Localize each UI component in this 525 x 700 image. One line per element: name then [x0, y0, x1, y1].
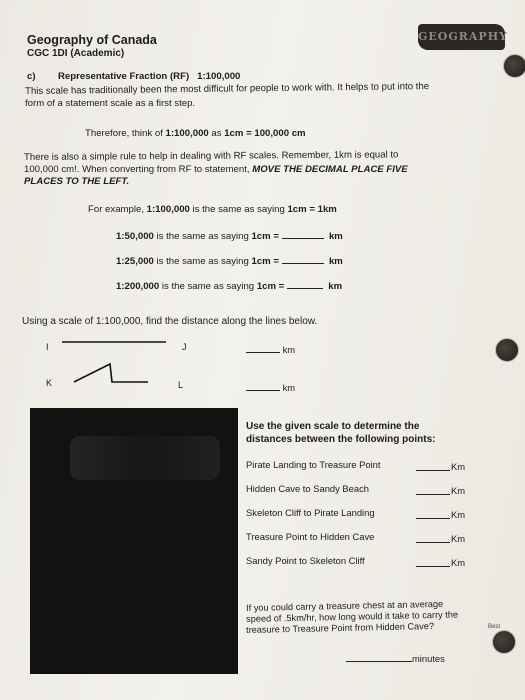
answer-blank[interactable] [346, 652, 412, 662]
answer-blank[interactable] [282, 229, 324, 239]
practice-mid: is the same as saying [153, 231, 252, 242]
distance-row-label: Treasure Point to Hidden Cave [246, 531, 375, 542]
example-rf: 1:100,000 [146, 204, 190, 215]
rule-line-2 [24, 164, 408, 175]
answer-blank[interactable] [416, 566, 450, 567]
answer-blank[interactable] [246, 343, 280, 353]
practice-row [116, 254, 343, 267]
example-mid: is the same as saying [189, 204, 288, 215]
chest-line-2: speed of .5km/hr, how long would it take to carry the [246, 609, 459, 624]
therefore-line [85, 128, 306, 139]
rule-line-2-emphasis: MOVE THE DECIMAL PLACE FIVE [252, 164, 408, 175]
intro-line-2: form of a statement scale as a first step. [25, 98, 196, 109]
treasure-map-image [30, 408, 238, 674]
therefore-statement: 1cm = 100,000 cm [224, 128, 306, 139]
distance-row-unit: Km [451, 557, 466, 568]
distance-row-unit: Km [451, 461, 466, 472]
answer-blank[interactable] [416, 470, 450, 471]
binder-hole-middle [495, 338, 519, 362]
practice-lead: 1cm = [251, 231, 282, 242]
rule-line-2-plain: 100,000 cm!. When converting from RF to statement, [24, 164, 253, 175]
intro-line-1: This scale has traditionally been the most difficult for people to work with. It helps to put into the [25, 81, 430, 97]
therefore-prefix: Therefore, think of [85, 128, 166, 139]
answer-blank[interactable] [282, 254, 324, 264]
line-k-l-stroke [74, 364, 148, 382]
practice-rf: 1:25,000 [116, 256, 154, 267]
section-heading-value: 1:100,000 [197, 71, 241, 82]
example-prefix: For example, [88, 204, 147, 215]
course-code: CGC 1DI (Academic) [27, 48, 125, 59]
example-answer: 1cm = 1km [287, 204, 337, 215]
chest-answer [346, 652, 445, 664]
distance-row-label: Hidden Cave to Sandy Beach [246, 483, 369, 494]
therefore-rf: 1:100,000 [165, 128, 209, 139]
section-heading-text: Representative Fraction (RF) [58, 71, 190, 82]
distance-row-label: Pirate Landing to Treasure Point [246, 459, 381, 470]
answer-blank[interactable] [416, 542, 450, 543]
line-i-j-answer [246, 343, 295, 355]
practice-mid: is the same as saying [153, 256, 252, 267]
logo-text: GEOGRAPHY [418, 30, 508, 43]
geography-logo [418, 24, 508, 50]
points-heading-2: distances between the following points: [246, 434, 436, 445]
map-texture [70, 436, 220, 480]
chest-line-1: If you could carry a treasure chest at an average [246, 598, 444, 613]
practice-row [116, 229, 343, 242]
practice-unit: km [328, 281, 343, 292]
line-k-l-answer [246, 381, 295, 393]
point-label-j: J [182, 342, 187, 352]
point-label-k: K [46, 378, 53, 388]
line-k-l [72, 360, 172, 390]
practice-rf: 1:200,000 [116, 281, 160, 292]
section-heading [58, 71, 240, 82]
binder-hole-bottom [492, 630, 516, 654]
distance-row-unit: Km [451, 533, 466, 544]
line-i-j [62, 336, 172, 348]
section-letter: c) [27, 71, 36, 82]
rule-line-3: PLACES TO THE LEFT. [24, 176, 130, 187]
answer-blank[interactable] [246, 381, 280, 391]
line-k-l-unit: km [282, 382, 296, 393]
page-title: Geography of Canada [27, 33, 157, 47]
chest-line-3: treasure to Treasure Point from Hidden Cave? [246, 621, 435, 635]
practice-rf: 1:50,000 [116, 231, 154, 242]
answer-blank[interactable] [416, 494, 450, 495]
example-line [88, 204, 337, 215]
distance-row-label: Skeleton Cliff to Pirate Landing [246, 507, 375, 518]
answer-blank[interactable] [287, 279, 323, 289]
corner-note: Best [488, 624, 501, 630]
practice-unit: km [328, 256, 343, 267]
chest-unit: minutes [412, 653, 445, 664]
binder-hole-top [503, 54, 525, 78]
points-heading-1: Use the given scale to determine the [246, 421, 420, 432]
practice-unit: km [328, 231, 343, 242]
answer-blank[interactable] [416, 518, 450, 519]
practice-lead: 1cm = [251, 256, 282, 267]
distance-row-label: Sandy Point to Skeleton Cliff [246, 555, 365, 566]
practice-row [116, 279, 342, 292]
line-i-j-unit: km [282, 344, 296, 355]
point-label-l: L [178, 380, 184, 390]
lines-instruction: Using a scale of 1:100,000, find the distance along the lines below. [22, 316, 318, 327]
distance-row-unit: Km [451, 509, 466, 520]
rule-line-1: There is also a simple rule to help in dealing with RF scales. Remember, 1km is equal to [24, 149, 399, 163]
distance-row-unit: Km [451, 485, 466, 496]
point-label-i: I [46, 342, 49, 352]
practice-mid: is the same as saying [159, 281, 257, 292]
therefore-mid: as [208, 128, 225, 139]
practice-lead: 1cm = [256, 281, 287, 292]
